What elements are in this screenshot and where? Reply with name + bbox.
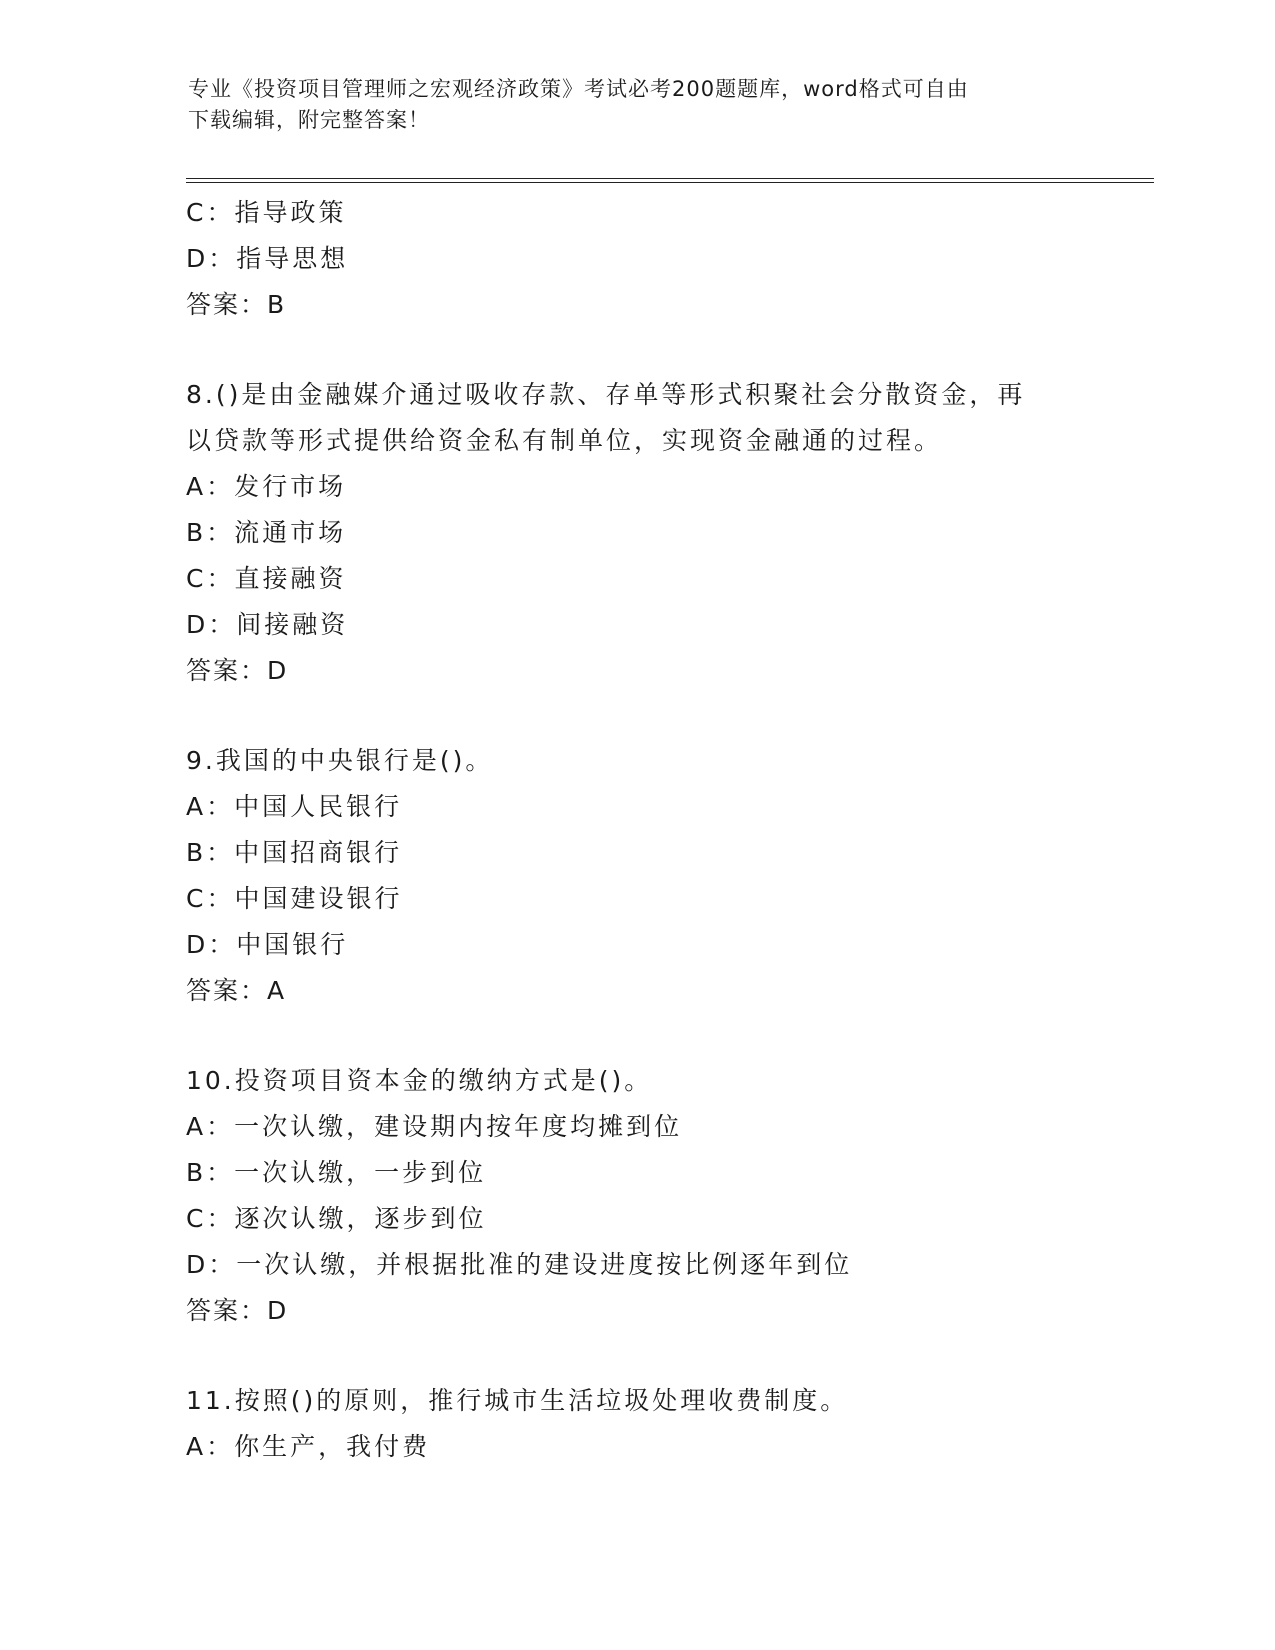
option-d: D：一次认缴，并根据批准的建设进度按比例逐年到位: [186, 1250, 853, 1279]
question-11: [186, 1378, 1146, 1470]
header-title-line-1: 专业《投资项目管理师之宏观经济政策》考试必考200题题库，word格式可自由: [188, 77, 969, 101]
spacer: [186, 1014, 1146, 1058]
spacer: [186, 1334, 1146, 1378]
option-b: B：流通市场: [186, 518, 347, 547]
question-content: [186, 190, 1146, 1470]
question-stem: 11.按照()的原则，推行城市生活垃圾处理收费制度。: [186, 1386, 849, 1415]
option-a: A：一次认缴，建设期内按年度均摊到位: [186, 1112, 683, 1141]
document-header: [188, 74, 1088, 136]
option-c: C：指导政策: [186, 198, 347, 227]
question-stem: 10.投资项目资本金的缴纳方式是()。: [186, 1066, 653, 1095]
spacer: [186, 694, 1146, 738]
question-stem-continued: 以贷款等形式提供给资金私有制单位，实现资金融通的过程。: [186, 426, 943, 455]
option-b: B：一次认缴，一步到位: [186, 1158, 487, 1187]
answer-line: 答案：D: [186, 656, 289, 685]
question-7-continued: [186, 190, 1146, 328]
option-c: C：逐次认缴，逐步到位: [186, 1204, 487, 1233]
option-d: D：指导思想: [186, 244, 349, 273]
option-d: D：中国银行: [186, 930, 349, 959]
question-8: [186, 372, 1146, 694]
question-9: [186, 738, 1146, 1014]
question-stem: 9.我国的中央银行是()。: [186, 746, 494, 775]
option-c: C：中国建设银行: [186, 884, 403, 913]
question-stem: 8.()是由金融媒介通过吸收存款、存单等形式积聚社会分散资金，再: [186, 380, 1026, 409]
option-b: B：中国招商银行: [186, 838, 403, 867]
option-d: D：间接融资: [186, 610, 349, 639]
option-a: A：发行市场: [186, 472, 347, 501]
question-10: [186, 1058, 1146, 1334]
answer-line: 答案：D: [186, 1296, 289, 1325]
option-a: A：你生产，我付费: [186, 1432, 431, 1461]
answer-line: 答案：A: [186, 976, 287, 1005]
answer-line: 答案：B: [186, 290, 287, 319]
header-divider: [186, 178, 1154, 183]
header-title-line-2: 下载编辑，附完整答案！: [188, 108, 430, 132]
option-c: C：直接融资: [186, 564, 347, 593]
spacer: [186, 328, 1146, 372]
option-a: A：中国人民银行: [186, 792, 403, 821]
